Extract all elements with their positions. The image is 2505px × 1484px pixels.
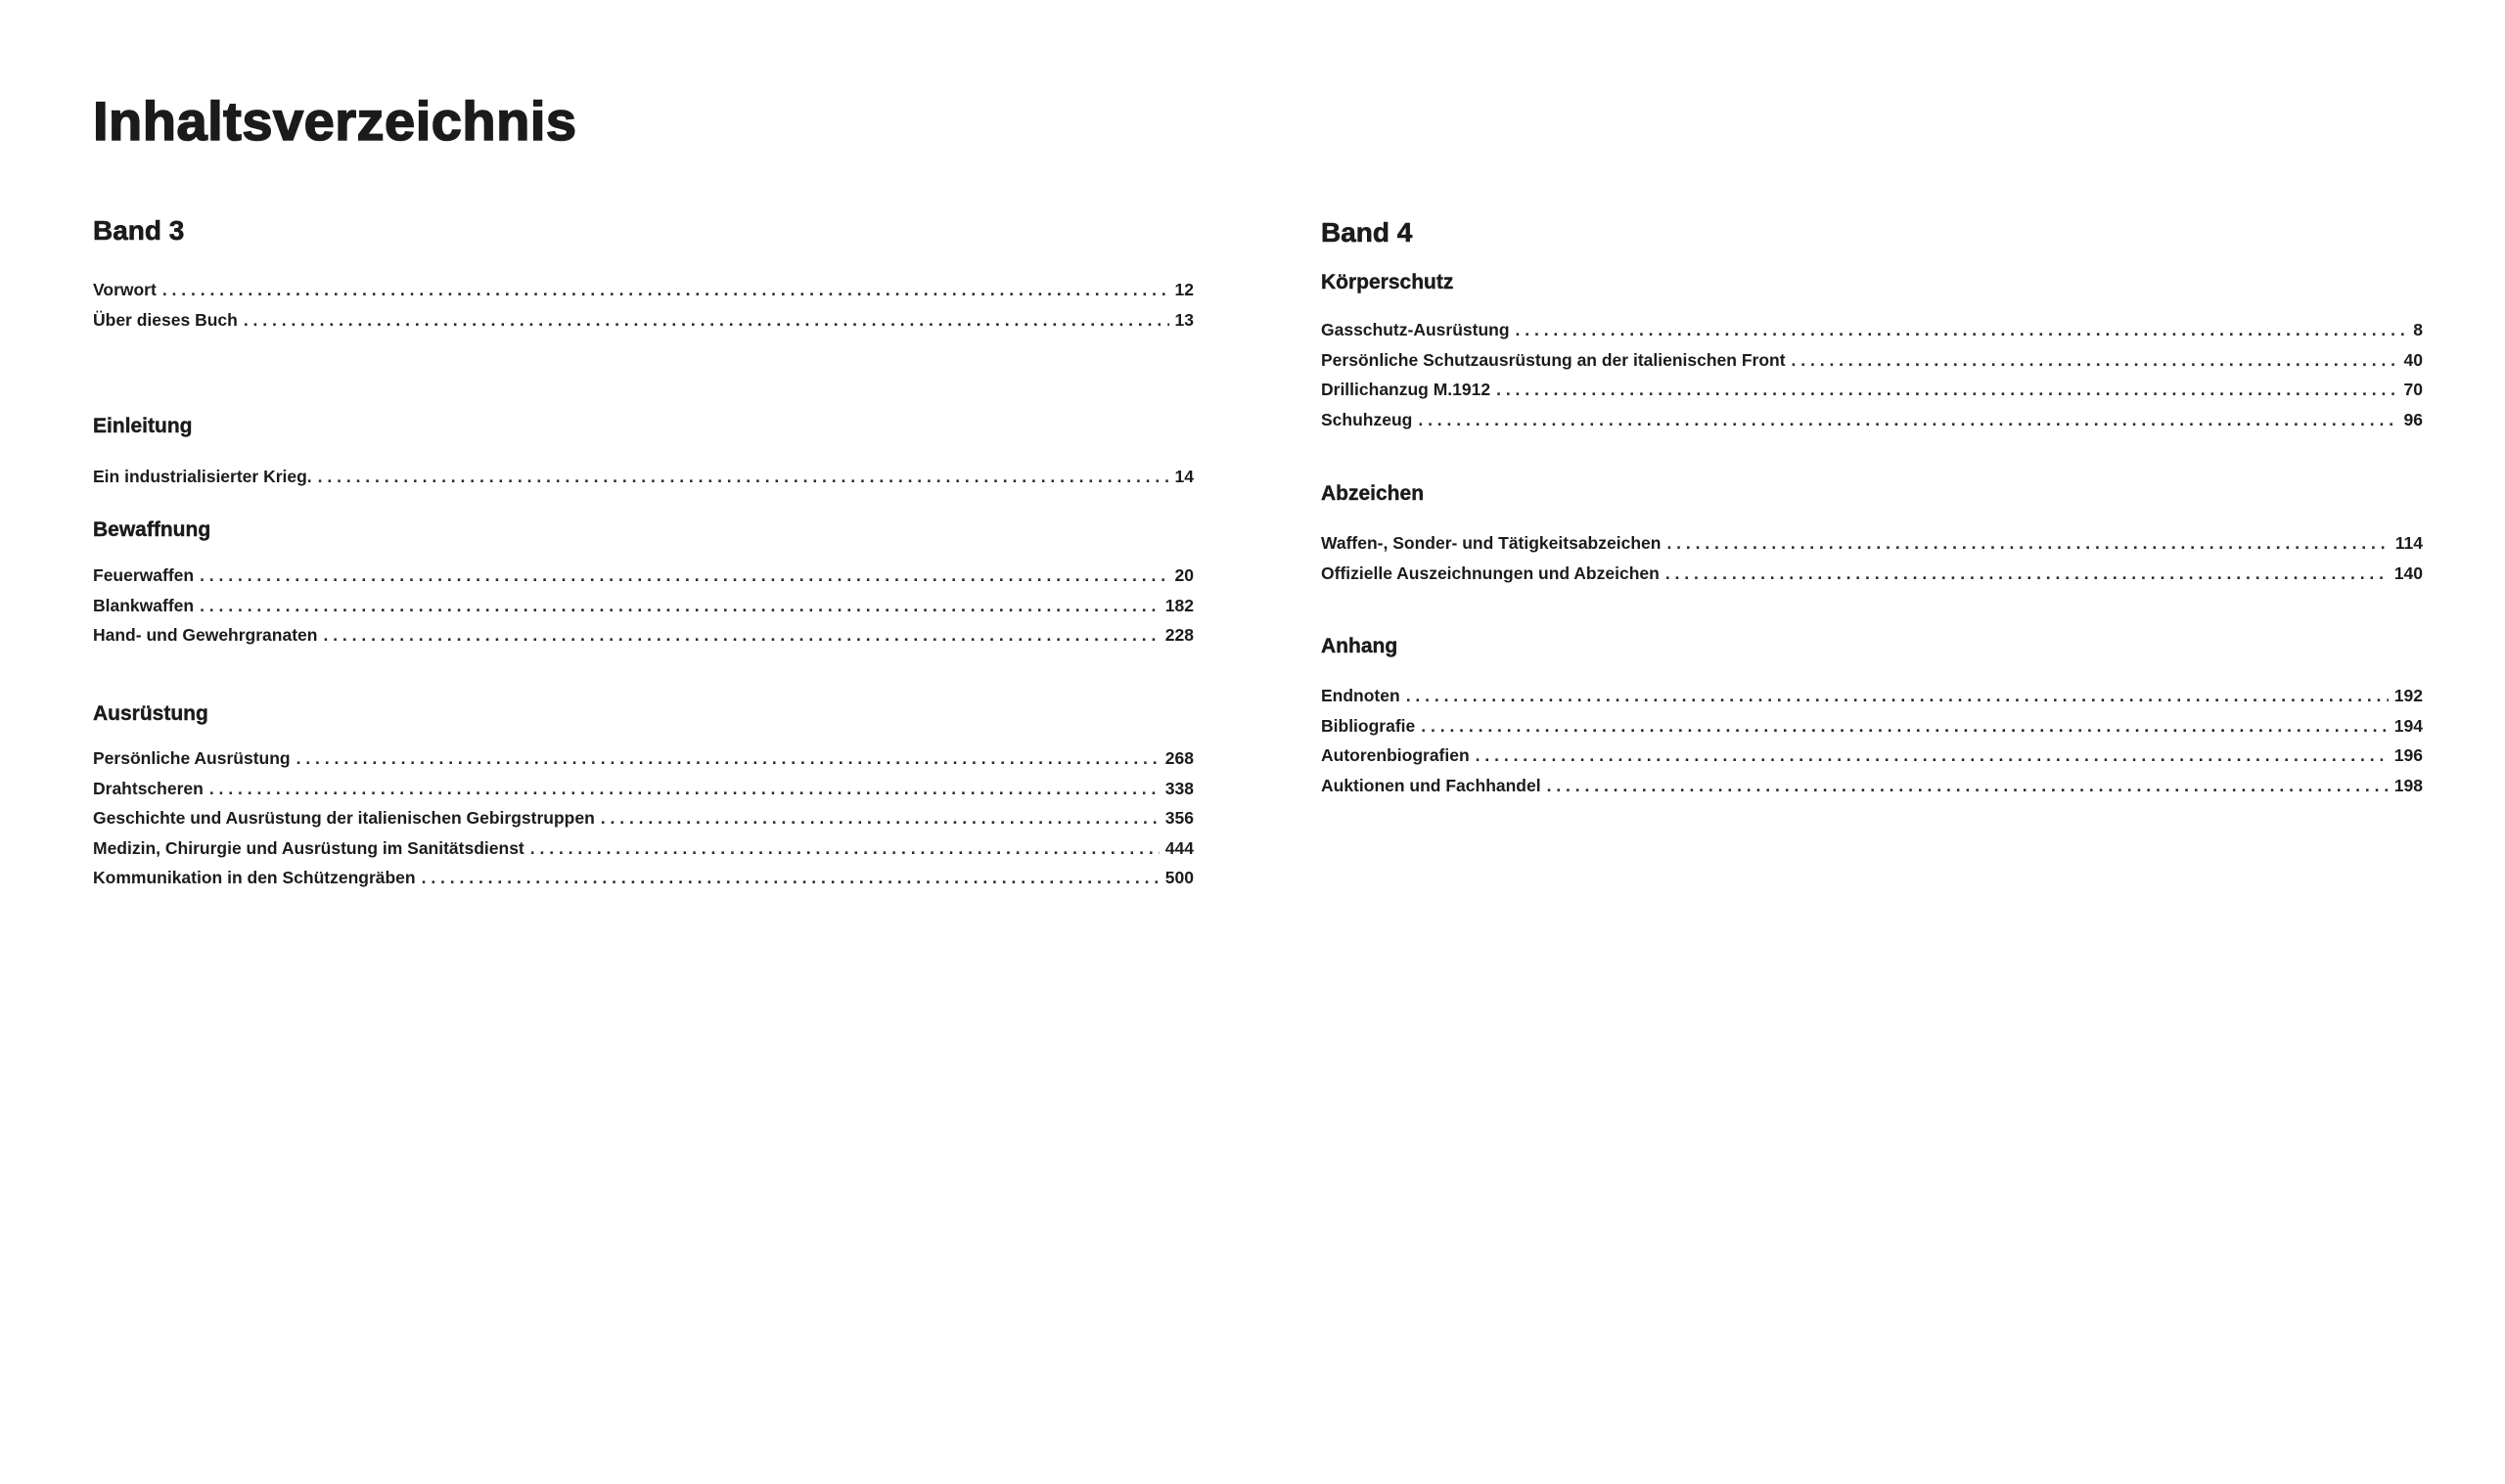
toc-entry-page: 182 [1164,595,1194,615]
toc-entry-page: 338 [1164,778,1194,798]
toc-entry-page: 114 [2394,533,2423,553]
band-3-heading: Band 3 [93,215,185,246]
dot-leader [1418,405,2397,435]
toc-entry-title: Medizin, Chirurgie und Ausrüstung im Sanitätsdienst [93,837,524,858]
section-list-koerperschutz [1321,315,2423,434]
toc-entry-drahtscheren[interactable] [93,774,1194,804]
toc-entry-title: Endnoten [1321,686,1400,705]
toc-entry-auktionen[interactable] [1321,771,2423,801]
toc-entry-title: Kommunikation in den Schützengräben [93,868,416,887]
toc-entry-drillichanzug[interactable] [1321,375,2423,405]
dot-leader [1547,771,2389,801]
dot-leader [1516,315,2408,345]
page-title: Inhaltsverzeichnis [93,90,577,152]
dot-leader [323,620,1159,651]
toc-entry-title: Gasschutz-Ausrüstung [1321,320,1510,339]
dot-leader [209,774,1160,804]
toc-entry-page: 194 [2393,715,2423,736]
section-list-bewaffnung [93,561,1194,651]
toc-entry-title: Geschichte und Ausrüstung der italienischen Gebirgstruppen [93,808,595,828]
toc-entry-vorwort[interactable] [93,275,1194,305]
toc-entry-page: 8 [2413,320,2423,339]
toc-entry-title: Hand- und Gewehrgranaten [93,625,318,645]
toc-entry-ueber-dieses-buch[interactable] [93,305,1194,336]
toc-entry-title: Drillichanzug M.1912 [1321,380,1491,399]
toc-entry-page: 198 [2393,775,2423,795]
toc-entry-page: 14 [1174,467,1194,486]
dot-leader [422,863,1160,893]
dot-leader [1476,741,2389,771]
toc-entry-bibliografie[interactable] [1321,711,2423,742]
toc-entry-title: Über dieses Buch [93,309,238,330]
toc-entry-feuerwaffen[interactable] [93,561,1194,591]
toc-entry-blankwaffen[interactable] [93,591,1194,621]
toc-entry-schuhzeug[interactable] [1321,405,2423,435]
toc-entry-gebirgstruppen[interactable] [93,803,1194,833]
section-list-ausruestung [93,743,1194,893]
toc-entry-title: Auktionen und Fachhandel [1321,775,1541,795]
toc-entry-taetigkeitsabzeichen[interactable] [1321,528,2423,559]
dot-leader [1792,345,2398,376]
dot-leader [200,591,1160,621]
band-4-heading: Band 4 [1321,217,1413,247]
toc-entry-endnoten[interactable] [1321,681,2423,711]
dot-leader [1666,528,2389,559]
toc-entry-title: Persönliche Schutzausrüstung an der italienischen Front [1321,349,1786,370]
dot-leader [601,803,1160,833]
dot-leader [200,561,1168,591]
toc-entry-granaten[interactable] [93,620,1194,651]
section-list-anhang [1321,681,2423,800]
section-heading-bewaffnung: Bewaffnung [93,518,211,541]
section-heading-abzeichen: Abzeichen [1321,482,1425,505]
toc-entry-title: Blankwaffen [93,595,195,615]
band-3-intro-list [93,275,1194,335]
dot-leader [1421,711,2389,742]
section-heading-ausruestung: Ausrüstung [93,702,208,725]
toc-entry-page: 96 [2403,409,2423,429]
section-heading-anhang: Anhang [1321,635,1398,657]
section-heading-einleitung: Einleitung [93,415,193,437]
dot-leader [1496,375,2397,405]
toc-entry-page: 268 [1164,748,1194,768]
toc-entry-title: Drahtscheren [93,778,204,798]
toc-entry-page: 13 [1174,309,1194,330]
toc-entry-title: Autorenbiografien [1321,745,1470,765]
toc-entry-title: Waffen-, Sonder- und Tätigkeitsabzeichen [1321,533,1662,553]
section-heading-koerperschutz: Körperschutz [1321,271,1454,293]
toc-entry-kommunikation[interactable] [93,863,1194,893]
dot-leader [318,462,1169,492]
toc-entry-page: 40 [2403,349,2423,370]
section-list-abzeichen [1321,528,2423,588]
toc-entry-industrialisierter-krieg[interactable] [93,462,1194,492]
toc-entry-title: Bibliografie [1321,715,1416,736]
toc-entry-autorenbiografien[interactable] [1321,741,2423,771]
toc-entry-page: 192 [2393,686,2423,705]
toc-entry-page: 228 [1164,625,1194,645]
toc-entry-title: Persönliche Ausrüstung [93,748,291,768]
dot-leader [1406,681,2389,711]
toc-entry-sanitaetsdienst[interactable] [93,833,1194,864]
toc-entry-auszeichnungen[interactable] [1321,559,2423,589]
toc-entry-page: 12 [1174,280,1194,299]
toc-entry-title: Ein industrialisierter Krieg. [93,467,312,486]
toc-entry-title: Vorwort [93,280,157,299]
toc-entry-page: 356 [1164,808,1194,828]
toc-entry-title: Schuhzeug [1321,409,1413,429]
dot-leader [162,275,1169,305]
dot-leader [530,833,1160,864]
toc-entry-schutzausruestung[interactable] [1321,345,2423,376]
toc-entry-gasschutz[interactable] [1321,315,2423,345]
toc-entry-page: 444 [1164,837,1194,858]
toc-entry-page: 500 [1164,868,1194,887]
dot-leader [1665,559,2389,589]
section-list-einleitung [93,462,1194,492]
toc-entry-page: 196 [2393,745,2423,765]
toc-entry-persoenliche-ausruestung[interactable] [93,743,1194,774]
toc-entry-page: 140 [2393,562,2423,583]
toc-entry-title: Offizielle Auszeichnungen und Abzeichen [1321,562,1660,583]
toc-entry-page: 70 [2403,380,2423,399]
toc-entry-page: 20 [1174,565,1194,585]
toc-entry-title: Feuerwaffen [93,565,195,585]
dot-leader [244,305,1169,336]
dot-leader [296,743,1160,774]
